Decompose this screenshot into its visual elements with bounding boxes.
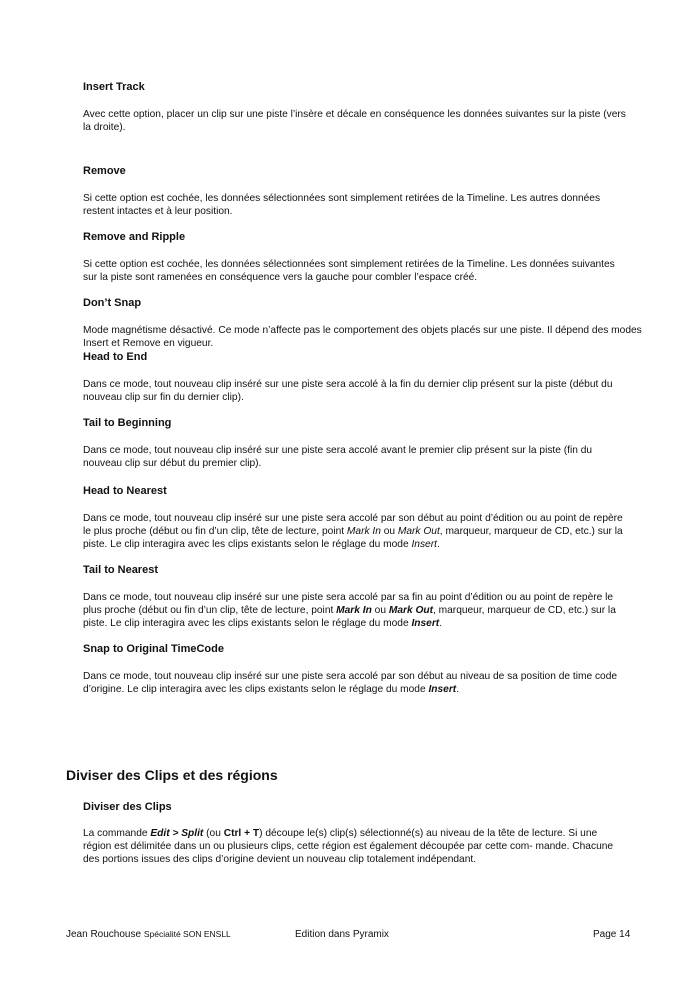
section-text: Dans ce mode, tout nouveau clip inséré sur une piste sera accolé par son début au niveau de sa position de time code d’origine. Le clip interagira avec les clips existants selon le réglage du mode Insert.	[83, 671, 618, 695]
subsection-title: Diviser des Clips	[83, 801, 172, 813]
page-number: Page 14	[593, 929, 631, 940]
footer-title: Edition dans Pyramix	[295, 929, 389, 940]
section-text: Dans ce mode, tout nouveau clip inséré sur une piste sera accolé par son début au point d’édition ou au point de repère le plus proche (début ou fin d’un clip, tête de lecture, point Mark In ou Mark Out, marqueur, marqueur de CD, etc.) sur la piste. Le clip interagira avec les clips existants selon le réglage du mode Insert.	[83, 513, 623, 550]
footer-author: Jean Rouchouse Spécialité SON ENSLL	[66, 929, 231, 940]
section-title: Remove and Ripple	[83, 231, 186, 243]
section-text: Dans ce mode, tout nouveau clip inséré sur une piste sera accolé à la fin du dernier clip présent sur la piste (début du nouveau clip sur fin du dernier clip).	[83, 379, 613, 403]
section-text: Mode magnétisme désactivé. Ce mode n’affecte pas le comportement des objets placés sur une piste. Il dépend des modes Insert et Remove en vigueur.	[83, 325, 642, 349]
section-title: Don’t Snap	[83, 297, 142, 309]
section-text: Avec cette option, placer un clip sur une piste l’insère et décale en conséquence les données suivantes sur la piste (vers la droite).	[83, 109, 626, 133]
document-body	[83, 80, 642, 706]
section-title: Tail to Nearest	[83, 564, 158, 576]
section-title: Head to Nearest	[83, 485, 167, 497]
section-text: Si cette option est cochée, les données sélectionnées sont simplement retirées de la Timeline. Les autres données restent intactes et à leur position.	[83, 193, 601, 217]
section-title: Tail to Beginning	[83, 417, 172, 429]
section-text: Si cette option est cochée, les données sélectionnées sont simplement retirées de la Timeline. Les données suivantes sur la piste sont ramenées en conséquence vers la gauche pour combler l’espace créé.	[83, 259, 615, 283]
section-text: Dans ce mode, tout nouveau clip inséré sur une piste sera accolé par sa fin au point d’édition ou au point de repère le plus proche (début ou fin d’un clip, tête de lecture, point Mark In ou Mark Out, marqueur, marqueur de CD, etc.) sur la piste. Le clip interagira avec les clips existants selon le réglage du mode Insert.	[83, 592, 616, 629]
section-title: Remove	[83, 165, 126, 177]
section-text: Dans ce mode, tout nouveau clip inséré sur une piste sera accolé avant le premier clip présent sur la piste (fin du nouveau clip sur début du premier clip).	[83, 445, 593, 469]
section-title: Head to End	[83, 351, 148, 363]
section-title: Insert Track	[83, 81, 145, 93]
subsection-text: La commande Edit > Split (ou Ctrl + T) découpe le(s) clip(s) sélectionné(s) au niveau de la tête de lecture. Si une région est délimitée dans un ou plusieurs clips, cette région est également découpée par cette com- mande. Chacune des portions issues des clips d’origine devient un nouveau clip totalement indépendant.	[83, 828, 614, 865]
chapter-heading: Diviser des Clips et des régions	[66, 767, 278, 783]
section-title: Snap to Original TimeCode	[83, 643, 224, 655]
